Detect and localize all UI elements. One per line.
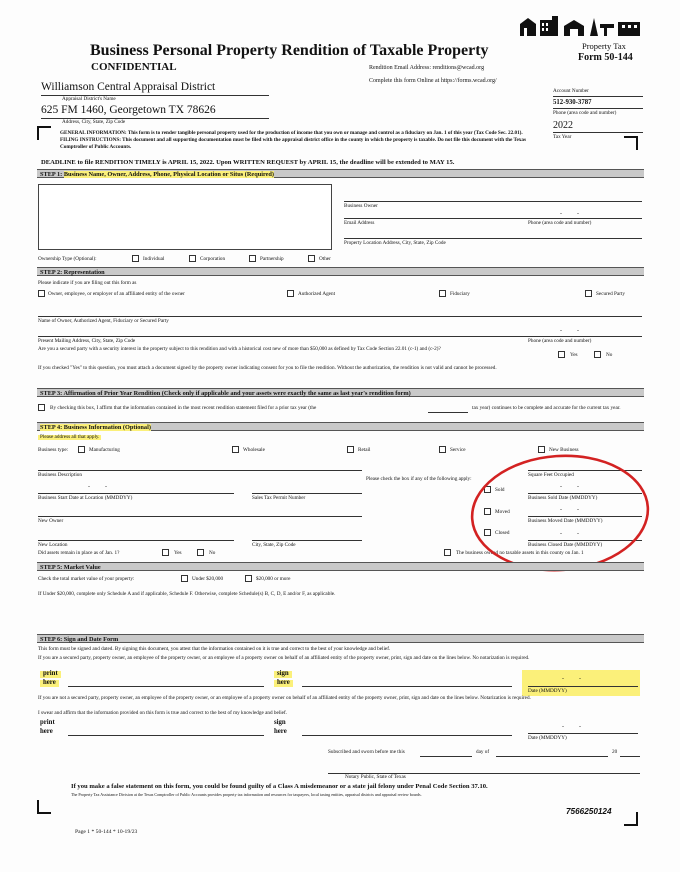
ownership-partnership-checkbox[interactable] — [249, 255, 256, 262]
subscribed-day-line[interactable] — [420, 756, 472, 757]
date-sep-2: - - — [562, 724, 581, 730]
rep-agent: Authorized Agent — [298, 291, 336, 297]
ownership-partnership: Partnership — [260, 256, 284, 262]
step3-header: STEP 3: Affirmation of Prior Year Rendition (Check only if applicable and your assets were exactly the same as last year's rendition form) — [37, 388, 644, 397]
step4-title: STEP 4: Business Information (Optional) — [40, 424, 151, 432]
date-line-1[interactable] — [528, 686, 638, 687]
remain-question: Did assets remain in place as of Jan. 1? — [38, 550, 120, 556]
over-20000-checkbox[interactable] — [245, 575, 252, 582]
moved-date-label: Business Moved Date (MMDDYY) — [528, 518, 603, 524]
notary-label: Notary Public, State of Texas — [345, 774, 406, 780]
rep-name-line — [38, 316, 642, 317]
sold-label: Sold — [495, 487, 505, 493]
sign-here-2: here — [274, 728, 287, 735]
type-new-business: New Business — [549, 447, 579, 453]
date-sep-1: - - — [562, 676, 581, 682]
district-phone: 512-930-3787 — [553, 99, 592, 106]
sign-line-1: This form must be signed and dated. By signing this document, you attest that the information contained on it is true and correct to the best of your knowledge and belief. — [38, 646, 391, 652]
type-wholesale: Wholesale — [243, 447, 265, 453]
moved-label: Moved — [495, 509, 510, 515]
false-statement-warning: If you make a false statement on this form, you could be found guilty of a Class A misdemeanor or a state jail felony under Penal Code Section 37.10. — [71, 783, 488, 790]
remain-no: No — [209, 550, 216, 556]
phone-label: Phone (area code and number) — [553, 110, 617, 116]
print-line-1[interactable] — [68, 686, 264, 687]
email-label: Email Address — [344, 220, 375, 226]
corner-mark — [37, 800, 51, 814]
tax-year-value: 2022 — [553, 120, 573, 131]
secured-no: No — [606, 352, 613, 358]
form-title: Business Personal Property Rendition of Taxable Property — [90, 42, 489, 59]
affirm-year-line — [428, 412, 468, 413]
district-name: Williamson Central Appraisal District — [41, 81, 216, 93]
rep-agent-checkbox[interactable] — [287, 290, 294, 297]
print-here-2: here — [40, 728, 53, 735]
phone-line — [553, 108, 643, 109]
sold-date-label: Business Sold Date (MMDDYY) — [528, 495, 598, 501]
sign-line-field-1[interactable] — [302, 686, 512, 687]
day-of-text: day of — [476, 749, 490, 755]
step2-header: STEP 2: Representation — [37, 267, 644, 276]
type-manufacturing-checkbox[interactable] — [78, 446, 85, 453]
business-type-label: Business type: — [38, 447, 69, 453]
affirm-checkbox[interactable] — [38, 404, 45, 411]
type-wholesale-checkbox[interactable] — [232, 446, 239, 453]
step6-header: STEP 6: Sign and Date Form — [37, 634, 644, 643]
rep-secured-checkbox[interactable] — [585, 290, 592, 297]
step1-phone-label: Phone (area code and number) — [528, 220, 592, 226]
subscribed-text: Subscribed and sworn before me this — [328, 749, 405, 755]
closed-date-label: Business Closed Date (MMDDYY) — [528, 542, 603, 548]
sign-line-4: I swear and affirm that the information provided on this form is true and correct to the best of my knowledge and belief. — [38, 710, 287, 716]
footnote: The Property Tax Assistance Division at the Texas Comptroller of Public Accounts provides property tax information and resources for taxpayers, local taxing entities, appraisal districts and appraisal review boards. — [71, 792, 422, 797]
affirm-text: By checking this box, I affirm that the information contained in the most recent rendition statement filed for a prior tax year (the — [50, 405, 317, 411]
corner-mark — [624, 136, 638, 150]
over-20000: $20,000 or more — [256, 576, 291, 582]
rep-phone-label: Phone (area code and number) — [528, 338, 592, 344]
closed-label: Closed — [495, 530, 510, 536]
secured-no-checkbox[interactable] — [594, 351, 601, 358]
district-name-label: Appraisal District's Name — [62, 96, 116, 102]
ownership-label: Ownership Type (Optional): — [38, 256, 97, 262]
ownership-individual: Individual — [143, 256, 165, 262]
new-location-label: New Location — [38, 542, 68, 548]
start-date-line — [38, 493, 234, 494]
affirm-text-2: tax year) continues to be complete and accurate for the current tax year. — [472, 405, 621, 411]
print-label-1: print — [40, 671, 61, 678]
description-line — [38, 470, 362, 471]
comptroller-building-icons — [518, 14, 644, 36]
step5-header: STEP 5: Market Value — [37, 562, 644, 571]
secured-yes-checkbox[interactable] — [558, 351, 565, 358]
corner-mark — [624, 812, 638, 826]
business-name-box[interactable] — [38, 184, 332, 250]
deadline-notice: DEADLINE to file RENDITION TIMELY is APRIL 15, 2022. Upon WRITTEN REQUEST by APRIL 15, the deadline will be extended to MAY 15. — [41, 159, 455, 166]
district-address: 625 FM 1460, Georgetown TX 78626 — [41, 104, 216, 116]
sign-label-1: sign — [274, 671, 292, 678]
online-link: Complete this form Online at https://forms.wcad.org/ — [369, 78, 497, 84]
market-value-prompt: Check the total market value of your property: — [38, 576, 135, 582]
print-here-1: here — [40, 680, 59, 687]
date-label-2: Date (MMDDYY) — [528, 735, 567, 741]
ownership-individual-checkbox[interactable] — [132, 255, 139, 262]
rendition-email: Rendition Email Address: renditions@wcad.org — [369, 65, 485, 71]
new-owner-label: New Owner — [38, 518, 64, 524]
business-owner-label: Business Owner — [344, 203, 378, 209]
sign-line-2: If you are a secured party, property owner, an employee of the property owner, or an employee of a property owner on behalf of an affiliated entity of the property owner, print, sign and date on the lines below. No notarization is required. — [38, 655, 530, 661]
type-manufacturing: Manufacturing — [89, 447, 120, 453]
new-location-line — [38, 540, 234, 541]
subscribed-year-line[interactable] — [620, 756, 640, 757]
tax-year-label: Tax Year — [553, 134, 572, 140]
print-line-2[interactable] — [68, 735, 264, 736]
closed-date-sep: - - — [560, 531, 579, 537]
sold-date-sep: - - — [560, 484, 579, 490]
rep-name-label: Name of Owner, Authorized Agent, Fiduciary or Secured Party — [38, 318, 169, 324]
ownership-other: Other — [319, 256, 331, 262]
district-address-label: Address, City, State, Zip Code — [62, 119, 126, 125]
sales-tax-line — [252, 493, 362, 494]
secured-note: If you checked "Yes" to this question, you must attach a document signed by the property owner indicating consent for you to file the rendition. Without the authorization, the rendition is not valid and cannot be processed. — [38, 365, 497, 371]
under-20000-checkbox[interactable] — [181, 575, 188, 582]
ownership-corporation-checkbox[interactable] — [189, 255, 196, 262]
rep-fiduciary: Fiduciary — [450, 291, 470, 297]
type-retail-checkbox[interactable] — [347, 446, 354, 453]
barcode-number: 7566250124 — [566, 807, 612, 816]
general-information: GENERAL INFORMATION: This form is to render tangible personal property used for the production of income that you own or manage and control as a fiduciary on Jan. 1 of this year (Tax Code Sec. 22.01). FILING INSTRUCTIONS: This document and all supporting documentation must be filed with the appraisal district office in the county in which the property is taxable. Do not file this document with the Texas Comptroller of Public Accounts. — [60, 130, 527, 151]
sign-line-field-2[interactable] — [302, 735, 512, 736]
date-label-1: Date (MMDDYY) — [528, 688, 567, 694]
owned-none-checkbox[interactable] — [444, 549, 451, 556]
step2-prompt: Please indicate if you are filing out this form as — [38, 280, 137, 286]
start-date-sep: - - — [88, 484, 107, 490]
city-state-label: City, State, Zip Code — [252, 542, 296, 548]
step1-title: STEP 1: — [40, 171, 63, 179]
remain-yes-checkbox[interactable] — [162, 549, 169, 556]
step4-header — [37, 422, 644, 431]
rep-fiduciary-checkbox[interactable] — [439, 290, 446, 297]
under-20000: Under $20,000 — [192, 576, 224, 582]
page-footer: Page 1 * 50-144 * 10-19/23 — [75, 829, 138, 835]
sqft-label: Square Feet Occupied — [528, 472, 574, 478]
description-label: Business Description — [38, 472, 82, 478]
account-number-label: Account Number — [553, 88, 589, 94]
year-prefix: 20 — [612, 749, 618, 755]
sign-here-1: here — [274, 680, 293, 687]
new-owner-line — [38, 516, 362, 517]
rep-mailing-label: Present Mailing Address, City, State, Zip Code — [38, 338, 136, 344]
corner-mark — [37, 126, 51, 140]
step1-header — [37, 169, 644, 178]
rep-secured: Secured Party — [596, 291, 625, 297]
date-line-2[interactable] — [528, 733, 638, 734]
ownership-corporation: Corporation — [200, 256, 226, 262]
sign-label-2: sign — [274, 719, 286, 726]
step1-phone-sep: - - — [560, 211, 579, 217]
location-label: Property Location Address, City, State, Zip Code — [344, 240, 446, 246]
tax-year-line — [553, 132, 643, 133]
red-circle-annotation — [468, 452, 652, 574]
remain-yes: Yes — [174, 550, 182, 556]
type-service: Service — [450, 447, 466, 453]
secured-question: Are you a secured party with a security interest in the property subject to this rendition and with a historical cost new of more than $50,000 as defined by Tax Code Section 22.01 (c-1) and (c-2)? — [38, 346, 441, 352]
subscribed-month-line[interactable] — [496, 756, 608, 757]
sales-tax-label: Sales Tax Permit Number — [252, 495, 306, 501]
form-label: Property Tax — [582, 41, 626, 51]
form-number: Form 50-144 — [578, 52, 633, 63]
rep-phone-sep: - - — [560, 328, 579, 334]
print-label-2: print — [40, 719, 55, 726]
business-owner-line — [344, 201, 642, 202]
step4-prompt: Please address all that apply. — [40, 434, 100, 440]
sign-line-3: If you are not a secured party, property owner, an employee of the property owner, or an employee of a property owner on behalf of an affiliated entity of the property owner, print, sign and date on the lines below. Notarization is required. — [38, 695, 531, 701]
moved-date-sep: - - — [560, 507, 579, 513]
secured-yes: Yes — [570, 352, 578, 358]
step1-title-rest: Business Name, Owner, Address, Phone, Physical Location or Situs (Required) — [63, 171, 275, 179]
check-prompt: Please check the box if any of the following apply: — [366, 476, 472, 482]
type-service-checkbox[interactable] — [439, 446, 446, 453]
type-retail: Retail — [358, 447, 371, 453]
rep-owner: Owner, employee, or employer of an affiliated entity of the owner — [48, 291, 185, 297]
city-state-line — [252, 540, 362, 541]
ownership-other-checkbox[interactable] — [308, 255, 315, 262]
rep-mailing-line — [38, 336, 642, 337]
confidential-label: CONFIDENTIAL — [91, 61, 177, 73]
account-number-line — [553, 96, 643, 97]
email-line — [344, 218, 642, 219]
owned-none-text: The business owned no taxable assets in this county on Jan. 1 — [456, 550, 584, 556]
market-value-instructions: If Under $20,000, complete only Schedule A and if applicable, Schedule F. Otherwise, complete Schedule(s) B, C, D, E and/or F, as applicable. — [38, 591, 336, 597]
remain-no-checkbox[interactable] — [197, 549, 204, 556]
rep-owner-checkbox[interactable] — [38, 290, 45, 297]
start-date-label: Business Start Date at Location (MMDDYY) — [38, 495, 133, 501]
location-line — [344, 238, 642, 239]
